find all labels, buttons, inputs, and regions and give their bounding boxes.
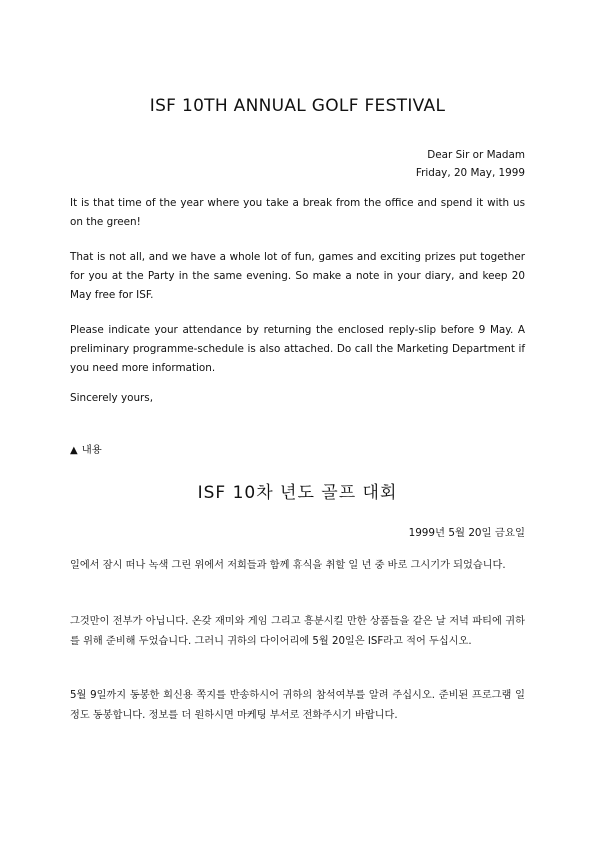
section-heading <box>70 441 102 456</box>
triangle-icon: ▲ <box>70 445 78 456</box>
korean-date: 1999년 5월 20일 금요일 <box>408 527 525 539</box>
korean-paragraph: 일에서 잠시 떠나 녹색 그린 위에서 저희들과 함께 휴식을 취할 일 년 중 바로 그시기가 되었습니다. <box>70 560 506 571</box>
greeting: Dear Sir or Madam <box>427 149 525 161</box>
body-paragraph: Please indicate your attendance by returning the enclosed reply-slip before 9 May. A preliminary programme-schedule is also attached. Do call the Marketing Department if you need more information. <box>70 324 525 374</box>
body-paragraph: It is that time of the year where you take a break from the office and spend it with us on the green! <box>70 197 525 228</box>
section-label: 내용 <box>81 444 102 456</box>
body-paragraph: That is not all, and we have a whole lot of fun, games and exciting prizes put together for you at the Party in the same evening. So make a note in your diary, and keep 20 May free for ISF. <box>70 251 525 301</box>
closing-line: Sincerely yours, <box>70 392 154 404</box>
korean-paragraph: 그것만이 전부가 아닙니다. 온갖 재미와 게임 그리고 흥분시킬 만한 상품들을 같은 날 저녁 파티에 귀하를 위해 준비해 두었습니다. 그러니 귀하의 다이어리에 5월 20일은 ISF라고 적어 두십시오. <box>70 616 525 647</box>
document-title: ISF 10TH ANNUAL GOLF FESTIVAL <box>149 96 446 116</box>
korean-title: ISF 10차 년도 골프 대회 <box>197 483 398 503</box>
greeting-block <box>416 146 525 182</box>
letter-date: Friday, 20 May, 1999 <box>415 167 525 179</box>
korean-paragraph: 5월 9일까지 동봉한 회신용 쪽지를 반송하시어 귀하의 참석여부를 알려 주십시오. 준비된 프로그램 일정도 동봉합니다. 정보를 더 원하시면 마케팅 부서로 전화주시기 바랍니다. <box>70 690 525 721</box>
